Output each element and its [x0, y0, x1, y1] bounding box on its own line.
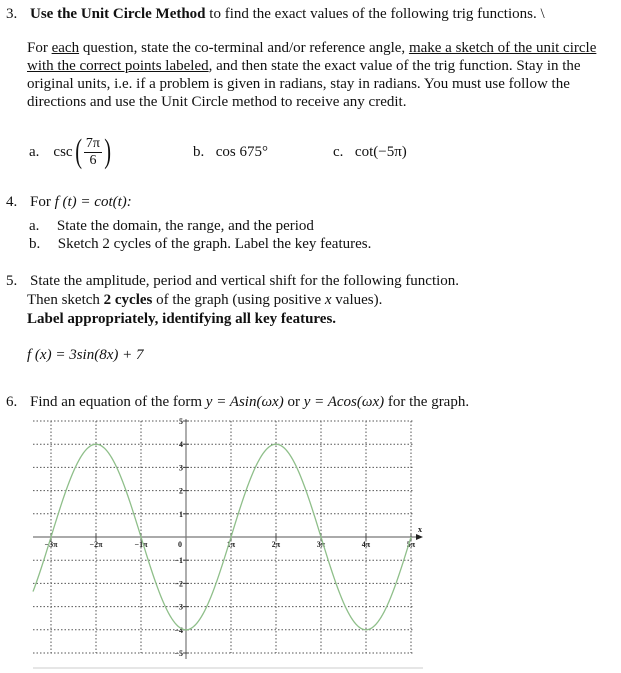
q6-text: Find an equation of the form — [30, 394, 206, 410]
q5-x-var: x — [324, 292, 332, 308]
q3-heading — [6, 6, 545, 23]
q3-sketch-underline-1: make a sketch of the unit circle — [408, 40, 597, 56]
y-tick-label: −5 — [174, 649, 183, 658]
q3-sketch-underline-2: with the correct points labeled — [27, 58, 209, 74]
q3-part-b — [193, 144, 268, 161]
q5-line1 — [6, 273, 459, 290]
q6-text: for the graph. — [384, 394, 470, 410]
q4-intro: For — [30, 194, 55, 210]
q3-each: each — [51, 40, 80, 56]
q6-or: or — [283, 394, 304, 410]
q3-a-denominator: 6 — [89, 152, 97, 168]
q4-part-b — [29, 236, 371, 253]
x-tick-label: 3π — [316, 540, 326, 549]
right-paren: ) — [104, 133, 112, 170]
q5-function — [27, 347, 143, 364]
left-paren: ( — [74, 133, 82, 170]
q3-c-label: c. — [333, 144, 344, 160]
y-tick-label: −3 — [174, 602, 183, 612]
q5-text: values). — [331, 292, 383, 308]
q4-number: 4. — [6, 194, 18, 210]
y-tick-label: 5 — [179, 417, 183, 426]
axes — [33, 419, 423, 659]
q5-function-text: f (x) = 3sin(8x) + 7 — [27, 347, 144, 363]
q4-heading — [6, 194, 132, 211]
y-tick-label: 1 — [179, 509, 183, 519]
x-tick-label: −2π — [89, 540, 103, 549]
q5-cycles-bold: 2 cycles — [103, 292, 153, 308]
x-tick-label: 4π — [361, 540, 371, 549]
q3-title-bold: Use the Unit Circle Method — [30, 6, 206, 22]
q3-a-fraction — [84, 136, 102, 169]
q3-instructions-line3: original units, i.e. if a problem is given in radians, stay in radians. You must use follow the — [27, 76, 570, 92]
q4-part-a — [29, 218, 314, 235]
q3-part-a — [29, 130, 113, 174]
q3-a-numerator: 7π — [85, 135, 100, 151]
q6-heading — [6, 394, 469, 411]
q5-line2 — [27, 292, 382, 309]
q3-text: question, state the co-terminal and/or reference angle, — [79, 40, 409, 56]
y-tick-label: 3 — [179, 463, 183, 473]
x-tick-label: −3π — [44, 540, 58, 549]
x-tick-label: 0 — [178, 540, 182, 549]
q5-line1-text: State the amplitude, period and vertical shift for the following function. — [30, 273, 460, 289]
y-tick-label: 4 — [179, 440, 183, 450]
q5-number: 5. — [6, 273, 18, 289]
q4-b-label: b. — [29, 236, 41, 252]
x-axis-label: x — [418, 525, 422, 534]
trig-graph — [0, 413, 621, 673]
q3-part-c — [333, 144, 407, 161]
q3-instructions-line4: directions and use the Unit Circle method to receive any credit. — [27, 94, 407, 110]
x-tick-label: 5π — [406, 540, 416, 549]
x-axis-arrow — [416, 534, 423, 540]
x-tick-label: 1π — [226, 540, 236, 549]
q6-eq2: y = Acos(ωx) — [303, 394, 385, 410]
q6-number: 6. — [6, 394, 18, 410]
q3-a-func: csc — [53, 143, 73, 160]
q5-text: Then sketch — [27, 292, 104, 308]
q3-title-rest: to find the exact values of the following trig functions. \ — [205, 6, 545, 22]
q4-function: f (t) = cot(t): — [54, 194, 132, 210]
x-tick-label: 2π — [271, 540, 281, 549]
q3-c-expr: cot(−5π) — [354, 144, 407, 160]
y-tick-label: −4 — [174, 625, 183, 635]
x-tick-label: −1π — [134, 540, 148, 549]
q4-b-text: Sketch 2 cycles of the graph. Label the key features. — [57, 236, 372, 252]
q3-instructions-line1 — [27, 40, 596, 57]
q3-text: For — [27, 40, 52, 56]
q3-instructions-line2 — [27, 58, 581, 75]
q3-a-label: a. — [29, 143, 40, 160]
q5-text: of the graph (using positive — [152, 292, 325, 308]
y-tick-label: 2 — [179, 486, 183, 496]
y-tick-label: −2 — [174, 579, 183, 589]
y-tick-label: −1 — [174, 556, 183, 566]
q3-b-label: b. — [193, 144, 205, 160]
q5-line3 — [27, 311, 336, 328]
q3-number: 3. — [6, 6, 18, 22]
q3-text: , and then state the exact value of the trig function. Stay in the — [208, 58, 581, 74]
q6-eq1: y = Asin(ωx) — [205, 394, 284, 410]
q4-a-text: State the domain, the range, and the period — [56, 218, 314, 234]
q3-b-expr: cos 675° — [215, 144, 268, 160]
q4-a-label: a. — [29, 218, 40, 234]
q5-label-bold: Label appropriately, identifying all key features. — [27, 311, 337, 327]
